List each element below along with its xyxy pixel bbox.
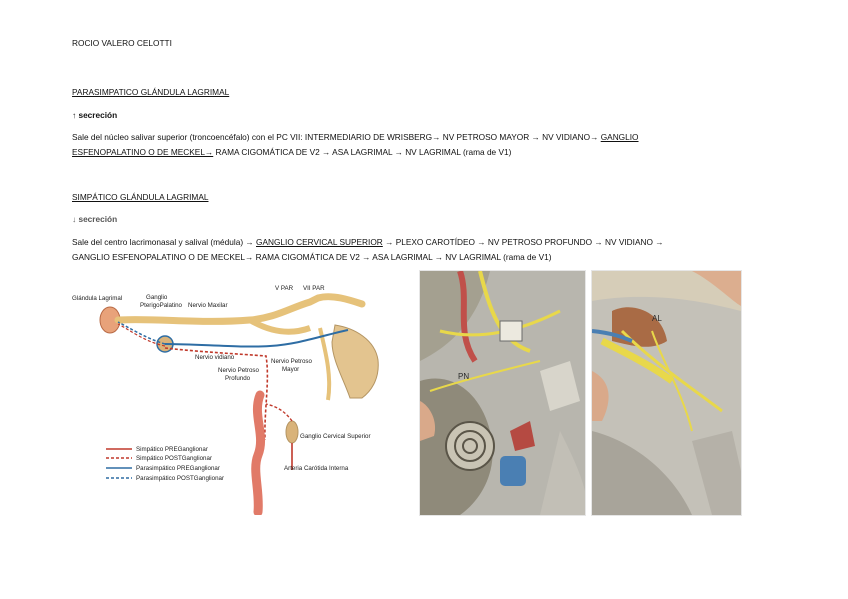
photo-2-svg <box>592 271 741 515</box>
sympathetic-line1-text-b: → PLEXO CAROTÍDEO → NV PETROSO PROFUNDO → NV VIDIANO → <box>382 237 664 247</box>
sympathetic-title: SIMPÁTICO GLÁNDULA LAGRIMAL <box>72 192 209 202</box>
legend-label-2: Simpático POSTGanglionar <box>136 455 213 462</box>
label-vidiano: Nervio vidiano <box>195 354 235 361</box>
sympathetic-to-plexus-path <box>266 404 292 421</box>
label-petroso-mayor-2: Mayor <box>282 366 300 373</box>
diagram-svg <box>70 280 390 515</box>
photo-1-svg <box>420 271 585 515</box>
label-petroso-profundo-2: Profundo <box>225 375 251 382</box>
parasympathetic-pathway-line-2 <box>72 145 511 160</box>
sympathetic-secretion: ↓ secreción <box>72 214 118 224</box>
parasympathetic-secretion: ↑ secreción <box>72 110 118 120</box>
label-petroso-mayor-1: Nervio Petroso <box>271 358 312 365</box>
sympathetic-post-path <box>165 348 267 440</box>
v-branch-shape <box>250 320 310 332</box>
label-glandula: Glándula Lagrimal <box>72 295 123 302</box>
label-maxilar: Nervio Maxilar <box>188 302 228 309</box>
parasympathetic-line1-text: Sale del núcleo salivar superior (troncoencéfalo) con el PC VII: INTERMEDIARIO DE WRISBERG→ NV PETROSO MAYOR → NV VIDIANO→ <box>72 132 601 142</box>
photo-1-label: PN <box>458 372 470 381</box>
brainstem-shape <box>332 325 378 398</box>
parasympathetic-line1-link: GANGLIO <box>600 132 639 142</box>
legend-label-4: Parasimpático POSTGanglionar <box>136 475 225 482</box>
author-name: ROCIO VALERO CELOTTI <box>72 38 172 48</box>
parasympathetic-title: PARASIMPATICO GLÁNDULA LAGRIMAL <box>72 87 230 97</box>
label-vii-par: VII PAR <box>303 285 325 292</box>
parasympathetic-line2-text: RAMA CIGOMÁTICA DE V2 → ASA LAGRIMAL → NV LAGRIMAL (rama de V1) <box>213 147 512 157</box>
label-carotida: Arteria Carótida Interna <box>284 465 349 472</box>
label-ganglio: Ganglio <box>146 294 168 301</box>
lacrimal-innervation-diagram <box>70 280 390 515</box>
diagram-legend <box>106 446 224 482</box>
internal-carotid-artery-shape <box>256 395 261 512</box>
dissection-photo-2 <box>591 270 742 516</box>
legend-label-3: Parasimpático PREGanglionar <box>136 465 220 472</box>
dissection-photo-1 <box>419 270 586 516</box>
legend-label-1: Simpático PREGanglionar <box>136 446 208 453</box>
label-v-par: V PAR <box>275 285 294 292</box>
sympathetic-pathway-line-1 <box>72 235 664 250</box>
parasympathetic-pathway-line-1 <box>72 130 639 145</box>
label-petroso-profundo-1: Nervio Petroso <box>218 367 259 374</box>
facial-nerve-shape <box>320 328 329 400</box>
sympathetic-line1-link: GANGLIO CERVICAL SUPERIOR <box>256 237 383 247</box>
label-ganglio-cervical: Ganglio Cervical Superior <box>300 433 371 440</box>
label-pterigopalatino: PterigoPalatino <box>140 302 182 309</box>
parasympathetic-line2-link: ESFENOPALATINO O DE MECKEL→ <box>72 147 214 157</box>
sympathetic-pathway-line-2: GANGLIO ESFENOPALATINO O DE MECKEL→ RAMA CIGOMÁTICA DE V2 → ASA LAGRIMAL → NV LAGRIMAL (rama de V1) <box>72 252 552 262</box>
superior-cervical-ganglion-shape <box>286 421 298 443</box>
sympathetic-line1-text: Sale del centro lacrimonasal y salival (médula) → <box>72 237 256 247</box>
photo-2-label: AL <box>652 314 662 323</box>
